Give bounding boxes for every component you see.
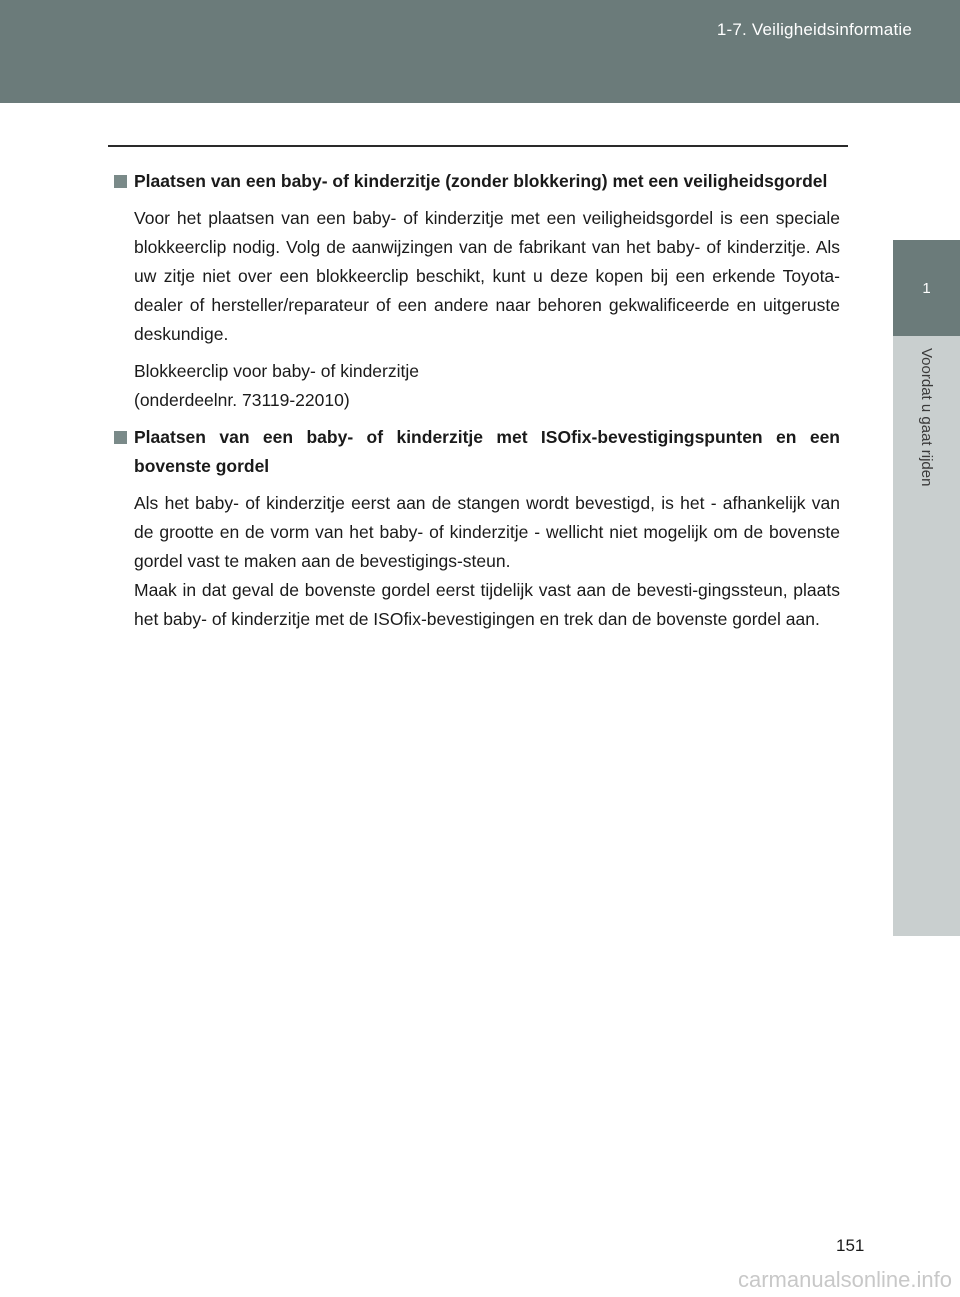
heading-text: Plaatsen van een baby- of kinderzitje met ISOfix-bevestigingspunten en een bovenste gordel: [134, 427, 840, 476]
square-bullet-icon: [114, 431, 127, 444]
square-bullet-icon: [114, 175, 127, 188]
header-band: [0, 0, 960, 103]
heading-text: Plaatsen van een baby- of kinderzitje (zonder blokkering) met een veiligheidsgordel: [134, 171, 828, 191]
part-line: Blokkeerclip voor baby- of kinderzitje: [134, 361, 419, 381]
section-heading: [112, 423, 840, 481]
section-heading: [112, 167, 840, 196]
top-divider: [108, 145, 848, 147]
chapter-label: Voordat u gaat rijden: [918, 348, 935, 487]
chapter-label-tab[interactable]: [893, 336, 960, 936]
part-line: (onderdeelnr. 73119-22010): [134, 390, 350, 410]
section-title: 1-7. Veiligheidsinformatie: [716, 20, 912, 39]
chapter-number-tab[interactable]: [893, 240, 960, 336]
page-content: [112, 167, 840, 642]
side-tab-spacer: [893, 103, 960, 240]
body-paragraph: [112, 489, 840, 634]
watermark: carmanualsonline.info: [737, 1267, 952, 1292]
paragraph-line: Maak in dat geval de bovenste gordel eerst tijdelijk vast aan de bevesti-gingssteun, plaats het baby- of kinderzitje met de ISOfix-bevestigingen en trek dan de bovenste gordel aan.: [134, 580, 840, 629]
page-number: 151: [836, 1236, 865, 1255]
chapter-number: 1: [922, 279, 931, 297]
paragraph-line: Als het baby- of kinderzitje eerst aan de stangen wordt bevestigd, is het - afhankelijk van de grootte en de vorm van het baby- of kinderzitje - wellicht niet mogelijk om de bovenste gordel vast te maken aan de bevestigings-steun.: [134, 493, 840, 571]
body-paragraph: Voor het plaatsen van een baby- of kinderzitje met een veiligheidsgordel is een speciale blokkeerclip nodig. Volg de aanwijzingen van de fabrikant van het baby- of kinderzitje. Als uw zitje niet over een blokkeerclip beschikt, kunt u deze kopen bij een erkende Toyota-dealer of hersteller/reparateur of een andere naar behoren gekwalificeerde en uitgeruste deskundige.: [134, 208, 840, 344]
part-number-note: [112, 357, 840, 415]
